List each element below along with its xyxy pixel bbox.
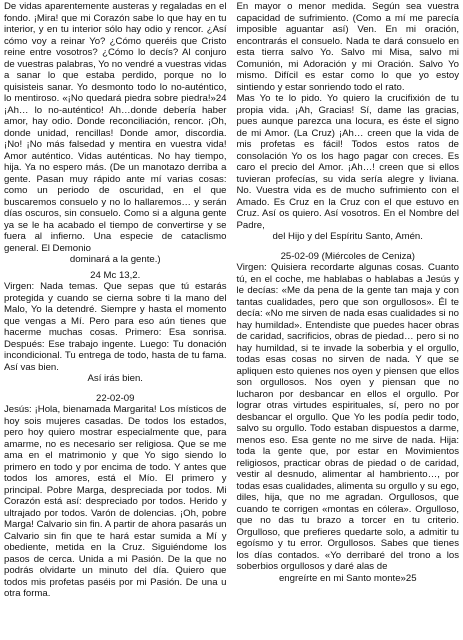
- left-column: [4, 1, 227, 640]
- entry-date: 25-02-09 (Miércoles de Ceniza): [280, 250, 415, 262]
- right-column: [237, 1, 460, 640]
- paragraph-cross: Mas Yo te lo pido. Yo quiero la crucifixión de tu propia vida. ¡Ah, Gracias! Sí, dame las gracias, pues aunque parezca una locura, es éste el signo de mi Amor. (La Cruz) ¡Ah… creen que la vida de mis profetas es fácil! Todos estos ratos de consolación Yo os los hago pagar con creces. Es caro el precio del Amor. ¡Ah…! creen que si ellos tuvieran profecías, su vida sería alegre y liviana. No. Vuestra vida es de mucho sufrimiento con el Amado. Es Cruz en la Cruz con el que estuvo en Cruz. Así os quiero. Así vosotros. En el Nombre del Padre,: [236, 93, 459, 231]
- jesus-paragraph: Jesús: ¡Hola, bienamada Margarita! Los místicos de hoy sois mujeres casadas. De todos los estados, pero hoy quiero mostrar especialmente que, para amarme, no es necesario ser religiosa. Que se me ama en el matrimonio y que Yo sigo siendo lo primero en todo y por encima de todo. Y antes que todos los amores, está el Mío. El primero y principal. Pobre Marga, despreciada por todos. Mi Corazón está así: despreciado por todos. Herido y ultrajado por todos. Varón de dolencias. ¡Oh, pobre Marga! Calvario sin fin. A partir de ahora pasarás un Calvario sin fin que te hará estar sumida a Mí y obediente, metida en la Cruz. Siguiéndome los pasos de cerca. Unida a mi Pasión. De la que no podrás olvidarte un minuto del día. Quiero que todos mis profetas paséis por mi Pasión. De una u otra forma.: [4, 404, 227, 599]
- intro-paragraph-end: dominará a la gente.): [69, 254, 161, 265]
- paragraph-continued: En mayor o menor medida. Según sea vuestra capacidad de sufrimiento. (Como a mí me parecía imposible aguantar así) Ven. En mi oración, encontrarás el consuelo. Nada te dará consuelo en esta tierra salvo Yo. Salvo mi Misa, salvo mi Comunión, mi Adoración y mi Oración. Salvo Yo mismo. Difícil es estar como lo que yo estoy sintiendo y estar sonriendo todo el rato.: [236, 1, 459, 93]
- paragraph-cross-end: del Hijo y del Espíritu Santo, Amén.: [272, 231, 423, 242]
- entry-date: 22-02-09: [96, 392, 135, 404]
- virgen-paragraph: Virgen: Quisiera recordarte algunas cosas. Cuanto tú, en el coche, me hablabas o hablabas a Jesús y le decías: «Me da pena de la gente tan maja y con tantas cualidades, pero que son orgullosos». Él te decía: «No me sirven de nada esas cualidades si no hay humildad». Entendiste que puedes hacer obras de caridad, sacrificios, obras de piedad… pero si no hay humildad, si te invade la soberbia y el orgullo, todas esas cosas no sirven de nada. Y que se apliquen esto quienes nos oyen y piensen que ellos son orgullosos. Nos oyen y piensan que no lucharon por desbancar en ellos el orgullo. Por lograr otras virtudes espirituales, sí, pero no por desbancar el orgullo. Que Yo les podía pedir todo, salvo su orgullo. Todo estaban dispuestos a darme, menos eso. Esa gente no me sirve de nada. Hija: toda la gente que, por estar en Movimientos religiosos, practicar obras de piedad o de caridad, vestir al desnudo, alimentar al hambriento…, por todas esas cualidades, alimenta su orgullo y su ego, diles, hija, que no me agradan. Orgullosos, que cuando te corrigen «montas en cólera». Orgulloso, que no das tu brazo a torcer en tu criterio. Orgulloso, que prefieres quedarte solo, a admitir tu egoísmo y tu error. Orgullosos. Sabes que tienes los días contados. «Yo derribaré del trono a los soberbios orgullosos y daré alas de: [236, 262, 459, 572]
- virgen-paragraph-end: engreírte en mi Santo monte»25: [278, 572, 417, 584]
- intro-paragraph: De vidas aparentemente austeras y regaladas en el fondo. ¡Mira! que mi Corazón sabe lo que hay en tu interior, y en tu interior sólo hay odio y rencor. ¿Así cómo voy a reinar Yo? ¿Cómo queréis que Cristo reine entre vosotros? ¿Cómo lo decís? Al conjuro de vuestras palabras, Yo no vendré a vuestras vidas a sanar lo que estaba perdido, porque no lo quisisteis sanar. Yo desmonto todo lo no-auténtico, lo mentiroso. «¡No quedará piedra sobre piedra!»24 ¡Ah… lo no-auténtico! Ah…donde debería haber amor, hay odio. Donde reconciliación, rencor. ¡Oh, donde unidad, rencillas! Donde amor, discordia. ¡No! ¡No más falsedad y mentira en vuestra vida! Amor auténtico. Vidas auténticas. No hay tiempo, hija. Ya no espero más. (De un manotazo derriba a gente. Pasan muy rápido ante mí varias cosas: como un periodo de oscuridad, en el que buscaremos consuelo y no lo hallaremos… y serán días oscuros, sin consuelo. Como si a alguna gente ya se le ha acabado el tiempo de convertirse y se fuera al infierno. Una especie de cataclismo general. El Demonio: [4, 1, 227, 254]
- virgen-paragraph-end: Así irás bien.: [87, 373, 143, 384]
- virgen-paragraph: Virgen: Nada temas. Que sepas que tú estarás protegida y cuando se cierna sobre ti la mano del Malo, Yo la detendré. Siempre y hasta el momento que vengas a Mí. Pero para eso aún tienes que hacerme muchas cosas. Primero: Esa sonrisa. Después: Ese trabajo ingente. Luego: Tu donación incondicional. Tu entrega de todo, hasta de tu fama. Así vas bien.: [4, 281, 227, 373]
- footnote: 24 Mc 13,2.: [90, 269, 141, 281]
